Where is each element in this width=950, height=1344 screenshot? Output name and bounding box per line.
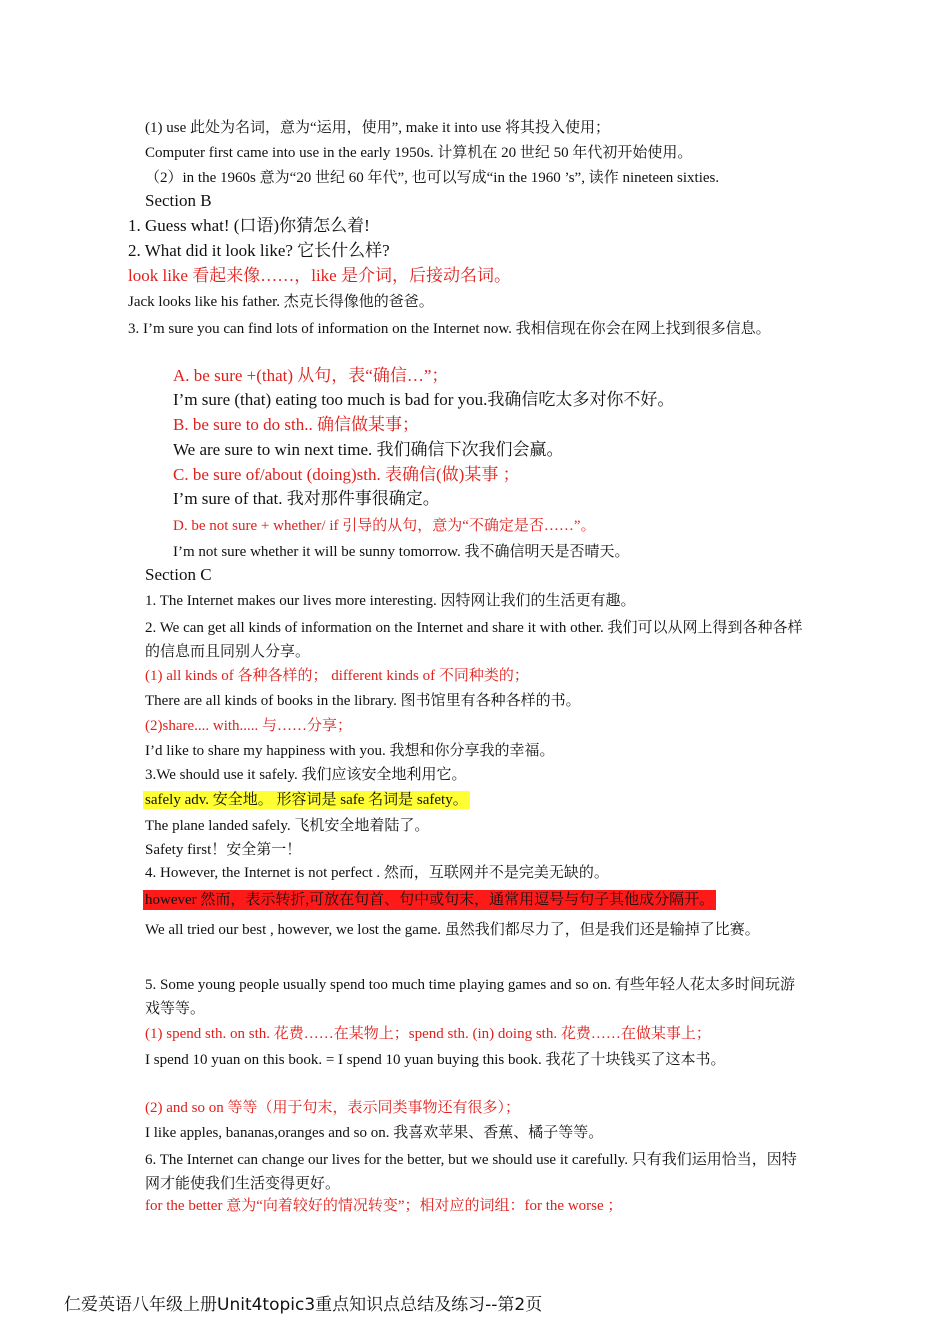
- heading-section-c: Section C: [145, 565, 212, 584]
- note-however: [143, 890, 716, 910]
- example-share-happiness: I’d like to share my happiness with you. 我想和你分享我的幸福。: [145, 743, 555, 759]
- note-and-so-on: (2) and so on 等等（用于句末，表示同类事物还有很多）；: [145, 1100, 520, 1116]
- example-computer-1950s: Computer first came into use in the early 1950s. 计算机在 20 世纪 50 年代初开始使用。: [145, 145, 693, 161]
- example-lost-the-game: We all tried our best , however, we lost the game. 虽然我们都尽力了，但是我们还是输掉了比赛。: [145, 922, 760, 938]
- item-kinds-of-information: 2. We can get all kinds of information on the Internet and share it with other. 我们可以从网上得到各种各样的信息而且同别人分享。: [145, 620, 803, 660]
- example-books-library: There are all kinds of books in the library. 图书馆里有各种各样的书。: [145, 693, 581, 709]
- note-in-the-1960s: （2）in the 1960s 意为“20 世纪 60 年代”, 也可以写成“in the 1960 ’s”, 读作 nineteen sixties.: [145, 170, 720, 186]
- note-use-noun: (1) use 此处为名词，意为“运用，使用”, make it into use 将其投入使用；: [145, 120, 610, 136]
- example-apples-bananas: I like apples, bananas,oranges and so on. 我喜欢苹果、香蕉、橘子等等。: [145, 1125, 604, 1141]
- example-safety-first: Safety first！安全第一！: [145, 842, 302, 858]
- example-win-next-time: We are sure to win next time. 我们确信下次我们会赢。: [173, 440, 564, 459]
- note-not-sure-whether: D. be not sure + whether/ if 引导的从句，意为“不确定是否……”。: [173, 518, 596, 534]
- item-internet-interesting: 1. The Internet makes our lives more interesting. 因特网让我们的生活更有趣。: [145, 593, 636, 609]
- item-use-safely: 3.We should use it safely. 我们应该安全地利用它。: [145, 767, 467, 783]
- item-for-the-better: 6. The Internet can change our lives for the better, but we should use it carefully. 只有我们运用恰当，因特网才能使我们生活变得更好。: [145, 1152, 797, 1192]
- note-be-sure-to-do: B. be sure to do sth.. 确信做某事；: [173, 415, 420, 434]
- example-spend-10-yuan: I spend 10 yuan on this book. = I spend 10 yuan buying this book. 我花了十块钱买了这本书。: [145, 1052, 726, 1068]
- note-all-kinds-of: (1) all kinds of 各种各样的； different kinds of 不同种类的；: [145, 668, 529, 684]
- item-guess-what: 1. Guess what! (口语)你猜怎么着!: [128, 216, 370, 235]
- example-eating-too-much: I’m sure (that) eating too much is bad for you.我确信吃太多对你不好。: [173, 390, 675, 409]
- item-be-sure: 3. I’m sure you can find lots of information on the Internet now. 我相信现在你会在网上找到很多信息。: [128, 321, 771, 337]
- example-sunny-tomorrow: I’m not sure whether it will be sunny tomorrow. 我不确信明天是否晴天。: [173, 544, 630, 560]
- page-footer: 仁爱英语八年级上册Unit4topic3重点知识点总结及练习--第2页: [64, 1295, 543, 1315]
- example-sure-of-that: I’m sure of that. 我对那件事很确定。: [173, 489, 440, 508]
- note-share-with: (2)share.... with..... 与……分享；: [145, 718, 353, 734]
- example-jack-father: Jack looks like his father. 杰克长得像他的爸爸。: [128, 294, 434, 310]
- note-look-like: look like 看起来像……，like 是介词，后接动名词。: [128, 266, 511, 285]
- item-look-like: 2. What did it look like? 它长什么样?: [128, 241, 390, 260]
- note-for-the-better: for the better 意为“向着较好的情况转变”；相对应的词组：for the worse ；: [145, 1198, 623, 1214]
- note-spend-sth-on: (1) spend sth. on sth. 花费……在某物上；spend sth. (in) doing sth. 花费……在做某事上；: [145, 1026, 711, 1042]
- heading-section-b: Section B: [145, 191, 212, 210]
- note-safely-adv: [143, 790, 470, 810]
- item-spend-too-much-time: 5. Some young people usually spend too much time playing games and so on. 有些年轻人花太多时间玩游戏等等。: [145, 977, 795, 1017]
- yellow-highlight: safely adv. 安全地。 形容词是 safe 名词是 safety。: [145, 792, 468, 808]
- item-however-not-perfect: 4. However, the Internet is not perfect . 然而，互联网并不是完美无缺的。: [145, 865, 609, 881]
- example-plane-landed: The plane landed safely. 飞机安全地着陆了。: [145, 818, 430, 834]
- note-be-sure-of: C. be sure of/about (doing)sth. 表确信(做)某事 ；: [173, 465, 520, 484]
- red-highlight: however 然而，表示转折,可放在句首、句中或句末，通常用逗号与句子其他成分隔开。: [145, 892, 715, 908]
- note-be-sure-that: A. be sure +(that) 从句，表“确信…”；: [173, 366, 449, 385]
